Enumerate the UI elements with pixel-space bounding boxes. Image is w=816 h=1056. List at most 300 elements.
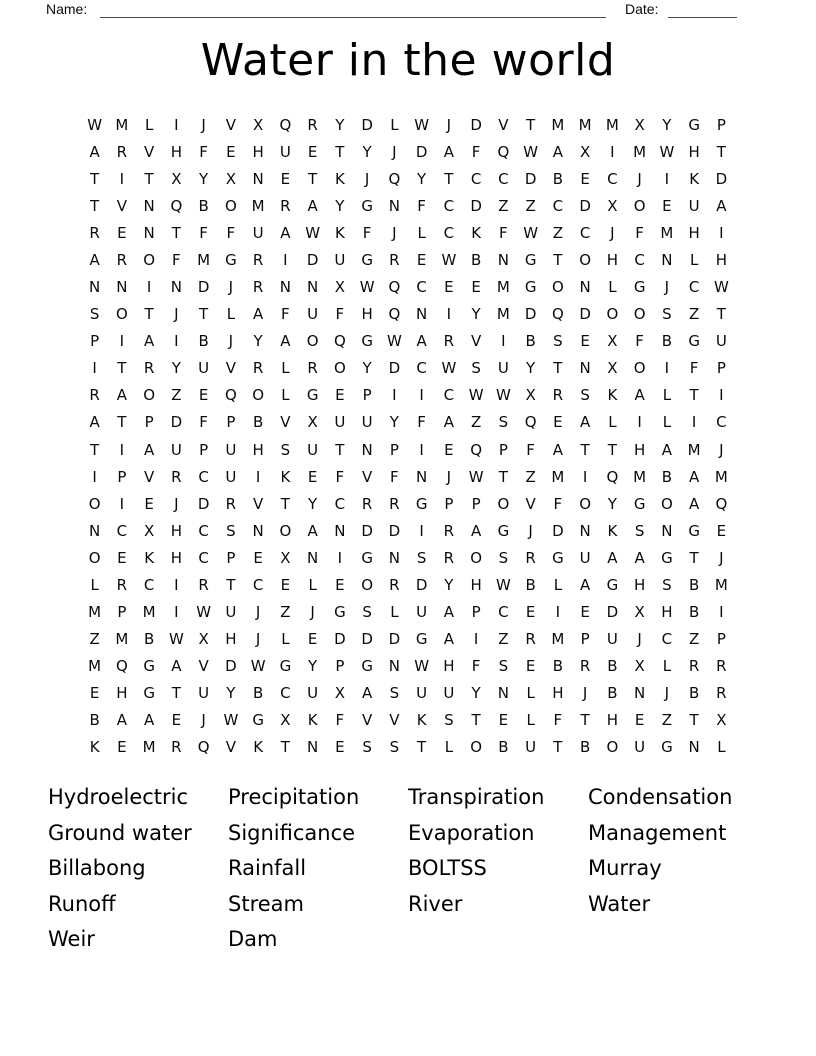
grid-letter: M bbox=[251, 196, 265, 215]
grid-letter: R bbox=[443, 548, 455, 567]
grid-letter: R bbox=[443, 521, 455, 540]
grid-letter: M bbox=[197, 250, 211, 269]
grid-letter: T bbox=[90, 169, 100, 188]
grid-letter: G bbox=[661, 548, 673, 567]
grid-letter: R bbox=[716, 684, 727, 703]
grid-letter: H bbox=[552, 684, 564, 703]
grid-letter: T bbox=[498, 467, 508, 486]
grid-letter: E bbox=[416, 250, 427, 269]
grid-letter: L bbox=[662, 386, 672, 405]
grid-letter: M bbox=[633, 467, 647, 486]
grid-letter: S bbox=[362, 738, 372, 757]
grid-letter: T bbox=[199, 305, 209, 324]
grid-letter: R bbox=[143, 359, 155, 378]
grid-letter: Y bbox=[226, 684, 236, 703]
grid-letter: W bbox=[441, 359, 457, 378]
grid-letter: C bbox=[443, 223, 455, 242]
grid-letter: Q bbox=[388, 169, 401, 188]
grid-letter: A bbox=[552, 142, 563, 161]
grid-letter: G bbox=[661, 738, 673, 757]
grid-letter: J bbox=[228, 332, 234, 351]
grid-letter: W bbox=[468, 467, 484, 486]
grid-letter: T bbox=[580, 711, 590, 730]
grid-letter: A bbox=[307, 196, 318, 215]
word-list-column bbox=[228, 780, 359, 958]
grid-letter: U bbox=[307, 305, 319, 324]
grid-letter: V bbox=[225, 738, 236, 757]
grid-letter: V bbox=[252, 494, 264, 513]
grid-letter: I bbox=[719, 603, 724, 622]
grid-letter: O bbox=[333, 359, 346, 378]
grid-letter: E bbox=[471, 278, 481, 297]
grid-letter: D bbox=[470, 196, 482, 215]
grid-letter: M bbox=[605, 115, 619, 134]
grid-letter: Z bbox=[280, 603, 291, 622]
grid-letter: Q bbox=[470, 440, 483, 459]
grid-letter: S bbox=[280, 440, 291, 459]
grid-letter: J bbox=[174, 494, 179, 513]
grid-letter: E bbox=[444, 440, 454, 459]
grid-letter: H bbox=[225, 630, 237, 649]
grid-letter: R bbox=[307, 115, 318, 134]
grid-letter: X bbox=[334, 278, 346, 297]
grid-letter: Y bbox=[444, 575, 454, 594]
grid-letter: Q bbox=[606, 467, 619, 486]
grid-letter: Z bbox=[661, 711, 673, 730]
grid-letter: J bbox=[637, 630, 642, 649]
grid-letter: P bbox=[117, 603, 127, 622]
grid-letter: K bbox=[471, 223, 482, 242]
grid-letter: A bbox=[661, 440, 672, 459]
grid-letter: R bbox=[171, 467, 182, 486]
grid-letter: B bbox=[525, 332, 536, 351]
grid-letter: B bbox=[688, 575, 700, 594]
grid-letter: Q bbox=[715, 494, 728, 513]
grid-letter: A bbox=[443, 603, 454, 622]
grid-letter: M bbox=[714, 467, 728, 486]
grid-letter: W bbox=[659, 142, 675, 161]
grid-letter: I bbox=[119, 169, 125, 188]
grid-letter: X bbox=[607, 359, 618, 378]
grid-letter: Y bbox=[471, 305, 481, 324]
puzzle-title: Water in the world bbox=[200, 35, 616, 86]
word-list-item: Weir bbox=[48, 927, 95, 952]
grid-letter: B bbox=[688, 684, 700, 703]
grid-letter: I bbox=[119, 494, 125, 513]
grid-letter: K bbox=[334, 169, 345, 188]
grid-letter: G bbox=[497, 521, 510, 540]
grid-letter: N bbox=[661, 250, 673, 269]
grid-letter: S bbox=[662, 575, 672, 594]
grid-letter: W bbox=[305, 223, 321, 242]
grid-letter: R bbox=[280, 196, 291, 215]
grid-letter: M bbox=[687, 440, 701, 459]
grid-letter: G bbox=[552, 548, 564, 567]
grid-letter: A bbox=[89, 142, 100, 161]
grid-letter: S bbox=[580, 386, 590, 405]
grid-letter: N bbox=[388, 548, 400, 567]
grid-letter: U bbox=[198, 684, 210, 703]
grid-letter: N bbox=[307, 548, 319, 567]
grid-letter: J bbox=[664, 278, 670, 297]
grid-letter: T bbox=[526, 115, 536, 134]
grid-letter: E bbox=[444, 278, 454, 297]
grid-letter: K bbox=[307, 711, 318, 730]
grid-letter: O bbox=[470, 738, 483, 757]
grid-letter: D bbox=[361, 630, 373, 649]
grid-letter: W bbox=[359, 278, 375, 297]
grid-letter: I bbox=[255, 467, 261, 486]
grid-letter: M bbox=[714, 575, 728, 594]
grid-letter: Y bbox=[171, 359, 181, 378]
word-list-column bbox=[48, 780, 192, 958]
grid-letter: E bbox=[253, 548, 263, 567]
grid-letter: D bbox=[170, 413, 183, 432]
grid-letter: H bbox=[470, 575, 482, 594]
grid-letter: C bbox=[198, 548, 209, 567]
grid-letter: Z bbox=[470, 413, 482, 432]
grid-letter: H bbox=[170, 142, 183, 161]
grid-letter: U bbox=[252, 223, 264, 242]
grid-letter: S bbox=[416, 548, 427, 567]
grid-letter: T bbox=[117, 413, 127, 432]
grid-letter: X bbox=[525, 386, 536, 405]
grid-letter: O bbox=[633, 196, 646, 215]
grid-letter: D bbox=[606, 603, 619, 622]
grid-letter: Y bbox=[362, 142, 372, 161]
grid-letter: M bbox=[142, 738, 156, 757]
grid-letter: E bbox=[580, 169, 590, 188]
grid-letter: A bbox=[143, 332, 155, 351]
grid-letter: B bbox=[143, 630, 155, 649]
grid-letter: S bbox=[389, 684, 400, 703]
grid-letter: J bbox=[310, 603, 315, 622]
grid-letter: H bbox=[252, 142, 264, 161]
grid-letter: Y bbox=[308, 494, 318, 513]
grid-letter: G bbox=[633, 494, 646, 513]
grid-letter: X bbox=[143, 521, 155, 540]
grid-letter: L bbox=[390, 115, 399, 134]
word-list-item: Ground water bbox=[48, 820, 192, 845]
grid-letter: R bbox=[89, 386, 100, 405]
grid-letter: N bbox=[416, 305, 428, 324]
word-list-item: Significance bbox=[228, 820, 356, 845]
grid-letter: P bbox=[716, 630, 726, 649]
grid-letter: L bbox=[308, 575, 317, 594]
grid-letter: B bbox=[525, 575, 536, 594]
grid-letter: X bbox=[607, 332, 618, 351]
grid-letter: J bbox=[255, 603, 261, 622]
grid-letter: E bbox=[117, 548, 127, 567]
grid-letter: B bbox=[552, 657, 564, 676]
grid-letter: U bbox=[225, 440, 237, 459]
grid-letter: W bbox=[250, 657, 266, 676]
grid-letter: U bbox=[307, 684, 319, 703]
grid-letter: P bbox=[144, 413, 154, 432]
grid-letter: T bbox=[144, 169, 154, 188]
grid-letter: D bbox=[715, 169, 728, 188]
grid-letter: A bbox=[552, 440, 563, 459]
word-list-item: Runoff bbox=[48, 891, 116, 916]
grid-letter: O bbox=[252, 386, 265, 405]
grid-letter: J bbox=[664, 684, 670, 703]
grid-letter: B bbox=[198, 332, 209, 351]
grid-letter: X bbox=[634, 115, 645, 134]
grid-letter: K bbox=[607, 386, 618, 405]
grid-letter: H bbox=[606, 250, 619, 269]
grid-letter: M bbox=[633, 142, 647, 161]
word-list-item: River bbox=[408, 891, 463, 916]
grid-letter: Z bbox=[552, 223, 564, 242]
grid-letter: I bbox=[473, 630, 479, 649]
grid-letter: O bbox=[143, 250, 156, 269]
grid-letter: H bbox=[116, 684, 128, 703]
grid-letter: S bbox=[553, 332, 563, 351]
grid-letter: E bbox=[634, 711, 645, 730]
grid-letter: A bbox=[116, 711, 127, 730]
grid-letter: V bbox=[280, 413, 291, 432]
grid-letter: E bbox=[226, 142, 236, 161]
grid-letter: G bbox=[306, 386, 319, 405]
grid-letter: G bbox=[606, 575, 619, 594]
grid-letter: K bbox=[416, 711, 427, 730]
grid-letter: M bbox=[496, 278, 510, 297]
grid-letter: F bbox=[471, 657, 481, 676]
grid-letter: W bbox=[223, 711, 239, 730]
grid-letter: M bbox=[142, 603, 156, 622]
grid-letter: I bbox=[610, 142, 615, 161]
grid-letter: O bbox=[551, 278, 564, 297]
grid-letter: B bbox=[252, 684, 264, 703]
grid-letter: G bbox=[688, 115, 700, 134]
grid-letter: N bbox=[361, 440, 373, 459]
letter-grid bbox=[81, 111, 735, 761]
grid-letter: C bbox=[198, 467, 209, 486]
grid-letter: V bbox=[225, 115, 236, 134]
grid-letter: L bbox=[717, 738, 726, 757]
grid-letter: N bbox=[634, 684, 646, 703]
word-list-item: Murray bbox=[588, 856, 662, 881]
grid-letter: I bbox=[174, 603, 179, 622]
grid-letter: A bbox=[280, 332, 291, 351]
grid-letter: E bbox=[335, 575, 345, 594]
grid-letter: O bbox=[306, 332, 319, 351]
grid-letter: R bbox=[552, 386, 564, 405]
grid-letter: W bbox=[441, 250, 457, 269]
grid-letter: Y bbox=[199, 169, 209, 188]
grid-letter: H bbox=[606, 711, 619, 730]
grid-letter: I bbox=[92, 467, 97, 486]
grid-letter: W bbox=[495, 575, 511, 594]
grid-letter: Y bbox=[335, 115, 345, 134]
grid-letter: L bbox=[553, 575, 563, 594]
grid-letter: F bbox=[499, 223, 508, 242]
grid-letter: G bbox=[688, 332, 700, 351]
grid-letter: P bbox=[498, 440, 508, 459]
grid-letter: C bbox=[143, 575, 155, 594]
grid-letter: R bbox=[116, 142, 128, 161]
grid-letter: C bbox=[661, 630, 673, 649]
grid-letter: J bbox=[582, 684, 588, 703]
grid-letter: O bbox=[470, 548, 483, 567]
grid-letter: D bbox=[197, 494, 210, 513]
grid-letter: C bbox=[280, 684, 291, 703]
grid-letter: J bbox=[610, 223, 615, 242]
grid-letter: N bbox=[688, 738, 700, 757]
grid-letter: T bbox=[335, 142, 345, 161]
grid-letter: F bbox=[471, 142, 481, 161]
grid-letter: E bbox=[117, 223, 127, 242]
grid-letter: A bbox=[688, 494, 700, 513]
grid-letter: I bbox=[664, 169, 670, 188]
grid-letter: X bbox=[198, 630, 209, 649]
grid-letter: N bbox=[252, 169, 264, 188]
grid-letter: L bbox=[281, 630, 290, 649]
grid-letter: N bbox=[116, 278, 128, 297]
grid-letter: T bbox=[226, 575, 236, 594]
grid-letter: D bbox=[579, 305, 591, 324]
grid-letter: F bbox=[335, 467, 345, 486]
grid-letter: H bbox=[715, 250, 728, 269]
word-list-column bbox=[588, 780, 732, 922]
grid-letter: T bbox=[553, 359, 563, 378]
grid-letter: H bbox=[443, 657, 455, 676]
grid-letter: E bbox=[335, 738, 345, 757]
grid-letter: R bbox=[252, 278, 264, 297]
grid-letter: F bbox=[635, 223, 644, 242]
grid-letter: N bbox=[388, 196, 400, 215]
grid-letter: I bbox=[337, 548, 343, 567]
grid-letter: A bbox=[89, 413, 100, 432]
grid-letter: O bbox=[115, 305, 128, 324]
grid-letter: X bbox=[334, 684, 346, 703]
grid-letter: X bbox=[280, 711, 291, 730]
grid-letter: F bbox=[417, 413, 426, 432]
grid-letter: N bbox=[334, 521, 346, 540]
grid-letter: B bbox=[198, 196, 209, 215]
grid-letter: A bbox=[470, 521, 482, 540]
grid-letter: N bbox=[497, 684, 509, 703]
grid-letter: U bbox=[579, 548, 591, 567]
grid-letter: K bbox=[253, 738, 264, 757]
grid-letter: M bbox=[496, 305, 510, 324]
grid-letter: C bbox=[252, 575, 264, 594]
grid-letter: G bbox=[279, 657, 292, 676]
grid-letter: J bbox=[201, 115, 206, 134]
grid-letter: A bbox=[716, 196, 727, 215]
grid-letter: P bbox=[199, 440, 209, 459]
grid-letter: E bbox=[498, 711, 509, 730]
grid-letter: E bbox=[280, 169, 291, 188]
grid-letter: H bbox=[361, 305, 373, 324]
grid-letter: Q bbox=[551, 305, 564, 324]
grid-letter: O bbox=[606, 738, 619, 757]
grid-letter: D bbox=[361, 115, 373, 134]
grid-letter: I bbox=[582, 467, 588, 486]
grid-letter: C bbox=[470, 169, 482, 188]
grid-letter: R bbox=[116, 575, 128, 594]
grid-letter: U bbox=[443, 684, 455, 703]
grid-letter: Q bbox=[224, 386, 237, 405]
grid-letter: E bbox=[307, 467, 318, 486]
grid-letter: D bbox=[524, 305, 537, 324]
grid-letter: O bbox=[88, 494, 101, 513]
grid-letter: T bbox=[471, 711, 481, 730]
grid-letter: A bbox=[307, 521, 318, 540]
grid-letter: U bbox=[334, 250, 346, 269]
grid-letter: S bbox=[471, 359, 481, 378]
grid-letter: I bbox=[146, 278, 152, 297]
grid-letter: D bbox=[524, 169, 537, 188]
grid-letter: C bbox=[198, 521, 209, 540]
grid-letter: U bbox=[416, 603, 428, 622]
grid-letter: H bbox=[633, 575, 646, 594]
word-list-item: Dam bbox=[228, 927, 278, 952]
grid-letter: C bbox=[552, 196, 564, 215]
grid-letter: H bbox=[661, 603, 673, 622]
grid-letter: C bbox=[579, 223, 591, 242]
grid-letter: P bbox=[471, 603, 481, 622]
grid-letter: X bbox=[716, 711, 727, 730]
grid-letter: W bbox=[523, 142, 539, 161]
grid-letter: G bbox=[524, 250, 537, 269]
grid-letter: E bbox=[716, 521, 727, 540]
grid-letter: M bbox=[551, 467, 565, 486]
grid-letter: J bbox=[392, 223, 397, 242]
word-list-item: Evaporation bbox=[408, 820, 535, 845]
grid-letter: L bbox=[281, 359, 290, 378]
grid-letter: N bbox=[307, 278, 319, 297]
grid-letter: V bbox=[470, 332, 482, 351]
grid-letter: V bbox=[498, 115, 509, 134]
grid-letter: O bbox=[579, 250, 592, 269]
grid-letter: F bbox=[635, 332, 644, 351]
grid-letter: O bbox=[633, 359, 646, 378]
grid-letter: Q bbox=[115, 657, 128, 676]
grid-letter: P bbox=[226, 413, 236, 432]
grid-letter: D bbox=[361, 521, 373, 540]
grid-letter: Q bbox=[388, 278, 401, 297]
grid-letter: L bbox=[417, 223, 426, 242]
grid-letter: R bbox=[389, 494, 400, 513]
grid-letter: I bbox=[174, 332, 179, 351]
grid-letter: X bbox=[280, 548, 291, 567]
grid-letter: I bbox=[283, 250, 288, 269]
grid-letter: W bbox=[495, 386, 511, 405]
name-blank-line bbox=[100, 1, 606, 18]
grid-letter: V bbox=[389, 711, 400, 730]
grid-letter: E bbox=[525, 603, 536, 622]
word-list-item: Water bbox=[588, 891, 651, 916]
date-blank-line bbox=[668, 1, 737, 18]
grid-letter: T bbox=[117, 359, 127, 378]
grid-letter: X bbox=[634, 657, 645, 676]
grid-letter: F bbox=[172, 250, 181, 269]
grid-letter: B bbox=[661, 467, 673, 486]
grid-letter: Q bbox=[333, 332, 346, 351]
grid-letter: Z bbox=[498, 196, 509, 215]
grid-letter: I bbox=[419, 521, 424, 540]
grid-letter: D bbox=[388, 521, 401, 540]
grid-letter: R bbox=[389, 250, 400, 269]
grid-letter: B bbox=[252, 413, 264, 432]
grid-letter: V bbox=[525, 494, 536, 513]
grid-letter: N bbox=[170, 278, 182, 297]
grid-letter: V bbox=[361, 711, 373, 730]
grid-letter: O bbox=[143, 386, 156, 405]
grid-letter: U bbox=[361, 413, 373, 432]
grid-letter: H bbox=[688, 223, 700, 242]
